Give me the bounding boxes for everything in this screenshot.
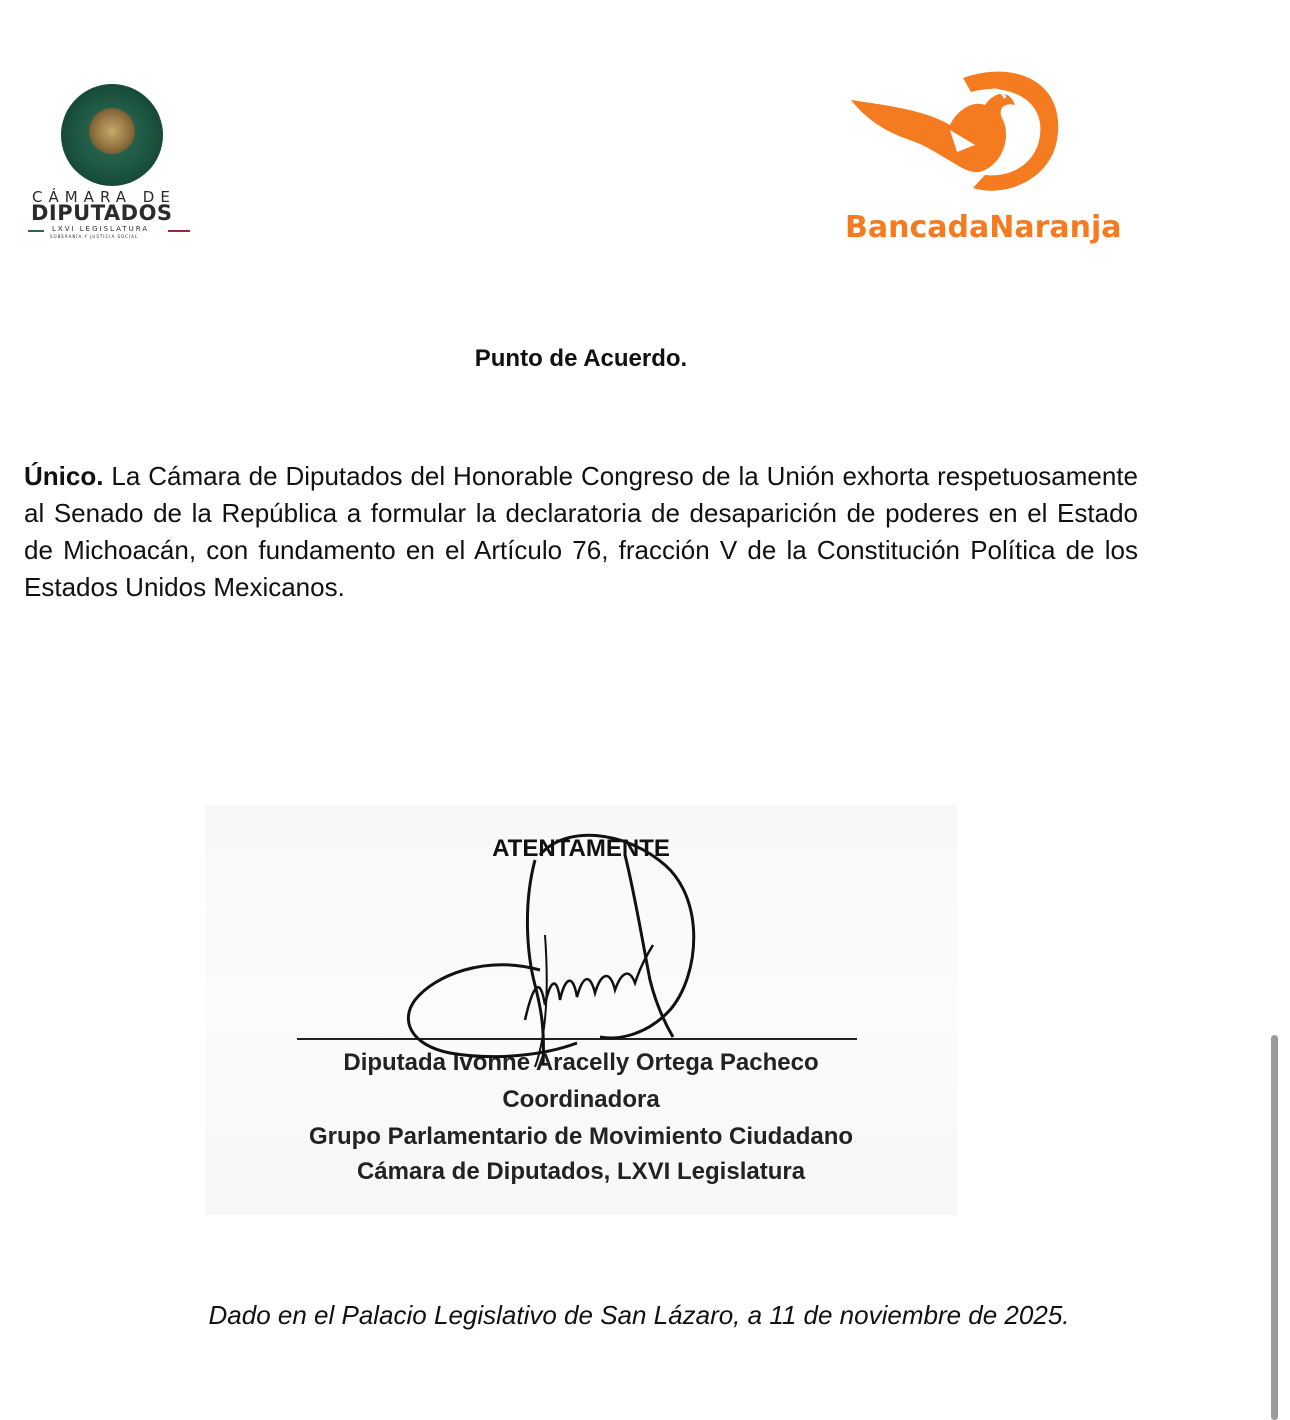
bancada-naranja-logo [845,70,1140,255]
logo-green-bar [28,230,44,232]
document-body [24,458,1138,606]
national-seal-icon [61,84,163,186]
eagle-bird-icon [845,70,1140,210]
camara-de-diputados-logo [28,84,196,244]
signer-chamber: Cámara de Diputados, LXVI Legislatura [356,1158,806,1185]
body-lead: Único. [24,461,104,491]
camara-logo-line1: CÁMARA DE [32,188,176,206]
vertical-scrollbar[interactable] [1271,1035,1278,1420]
signer-name: Diputada Ivonne Aracelly Ortega Pacheco [343,1049,819,1076]
signer-group: Grupo Parlamentario de Movimiento Ciudadano [308,1123,854,1150]
camara-logo-motto: SOBERANÍA Y JUSTICIA SOCIAL [50,234,139,239]
camara-logo-legislatura: LXVI LEGISLATURA [52,225,150,233]
handwritten-signature-icon [205,805,957,1215]
bancada-naranja-wordmark: BancadaNaranja [845,210,1122,245]
signature-block [205,805,957,1215]
logo-red-bar [168,230,190,232]
body-text: La Cámara de Diputados del Honorable Congreso de la Unión exhorta respetuosamente al Senado de la República a formular la declaratoria de desaparición de poderes en el Estado de Michoacán, con fundamento en el Artículo 76, fracción V de la Constitución Política de los Estados Unidos Mexicanos. [24,461,1138,602]
eagle-emblem-icon [89,108,135,154]
dated-line: Dado en el Palacio Legislativo de San Lázaro, a 11 de noviembre de 2025. [208,1300,1070,1330]
closing-word: ATENTAMENTE [492,835,670,862]
camara-logo-line2: DIPUTADOS [31,201,173,225]
signer-role: Coordinadora [502,1086,660,1113]
document-title: Punto de Acuerdo. [474,345,688,372]
